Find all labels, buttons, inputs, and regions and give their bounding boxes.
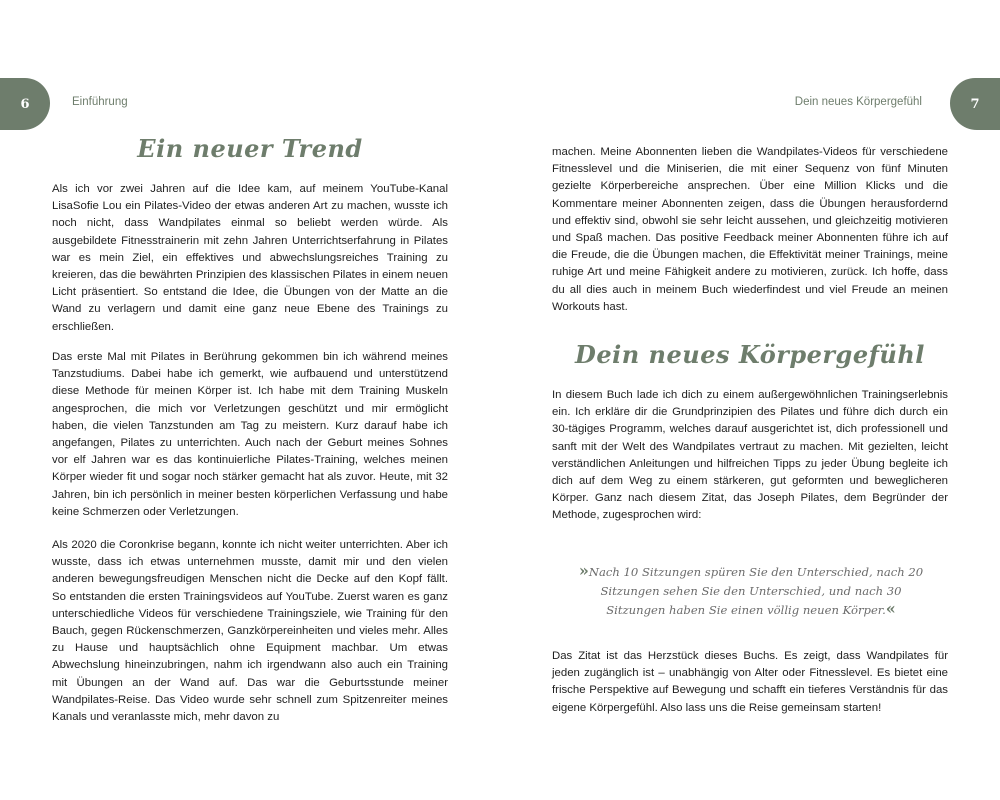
running-head: Einführung [72, 96, 128, 108]
paragraph: Das Zitat ist das Herzstück dieses Buchs. Es zeigt, dass Wandpilates für jeden zugänglich ist – unabhängig von Alter oder Fitnesslevel. Es bietet eine frische Perspektive auf Bewegung und schafft ein tieferes Verständnis für das eigene Körpergefühl. Also lass uns die Reise gemeinsam starten! [552, 650, 948, 714]
paragraph: Als ich vor zwei Jahren auf die Idee kam, auf meinem YouTube-Kanal LisaSofie Lou ein Pilates-Video der etwas anderen Art zu machen, wusste ich noch nicht, dass Wandpilates einmal so beliebt werden würde. Als ausgebildete Fitnesstrainerin mit zehn Jahren Unterrichtserfahrung in Pilates war es mein Ziel, ein effektives und abwechslungsreiches Training zu kreieren, das die bewährten Prinzipien des klassischen Pilates in einem neuen Licht präsentiert. So entstand die Idee, die Übungen von der Matte an die Wand zu verlagern und damit eine ganz neue Ebene des Trainings zu erschließen. [52, 183, 448, 333]
section-heading: Dein neues Körpergefühl [575, 340, 925, 369]
page-number: 6 [20, 96, 30, 112]
running-head: Dein neues Körpergefühl [794, 96, 922, 108]
paragraph: In diesem Buch lade ich dich zu einem außergewöhnlichen Trainingserlebnis ein. Ich erkläre dir die Grundprinzipien des Pilates und führe dich durch ein 30-tägiges Programm, welches darauf ausgerichtet ist, dich professionell und sanft mit der Welt des Wandpilates vertraut zu machen. Mit gezielten, leicht verständlichen Anleitungen und hilfreichen Tipps zu jeder Übung begleite ich dich auf dem Weg zu einem stärkeren, gut geformten und beweglicheren Körper. Ganz nach diesem Zitat, das Joseph Pilates, dem Begründer der Methode, zugesprochen wird: [552, 389, 948, 522]
pilates-quote [576, 562, 926, 620]
paragraph: Das erste Mal mit Pilates in Berührung gekommen bin ich während meines Tanzstudiums. Dabei habe ich gemerkt, wie aufbauend und unterstützend diese Methode für meinen Körper ist. Ich habe mit dem Training Muskeln angesprochen, die mich vor Verletzungen geschützt und mir ermöglicht haben, die vielen Tanzstunden am Tag zu meistern. Kurz darauf habe ich angefangen, Pilates zu unterrichten. Auch nach der Geburt meines Sohnes vor elf Jahren war es das kontinuierliche Pilates-Training, welches meinen Körper wieder fit und sogar noch stärker gemacht hat als zuvor. Heute, mit 32 Jahren, bin ich persönlich in meiner besten körperlichen Verfassung und habe keine Schmerzen oder Verletzungen. [52, 351, 448, 518]
page-number: 7 [970, 96, 980, 112]
quote-close-mark: « [885, 599, 896, 618]
section-heading: Ein neuer Trend [137, 134, 363, 163]
page-number-badge [0, 78, 50, 130]
right-page [500, 0, 1000, 800]
quote-open-mark: » [578, 561, 589, 580]
paragraph: machen. Meine Abonnenten lieben die Wandpilates-Videos für verschiedene Fitnesslevel und die Miniserien, die mit einer Sequenz von fünf Minuten gezielte Körperbereiche ansprechen. Über eine Million Klicks und die Kommentare meiner Abonnenten zeigen, dass die Übungen herausfordernd und effektiv sind, obwohl sie sehr leicht aussehen, und gleichzeitig motivieren und Spaß machen. Das positive Feedback meiner Abonnenten führe ich auf die Freude, die die Übungen machen, die Effektivität meiner Trainings, meine ruhige Art und meine Fähigkeit andere zu motivieren, zurück. Ich hoffe, dass du all dies auch in meinem Buch wiederfindest und viel Freude an meinen Workouts hast. [552, 146, 948, 313]
quote-text: Nach 10 Sitzungen spüren Sie den Unterschied, nach 20 Sitzungen sehen Sie den Unterschied, und nach 30 Sitzungen haben Sie einen völlig neuen Körper. [588, 565, 924, 617]
page-number-badge [950, 78, 1000, 130]
paragraph: Als 2020 die Coronkrise begann, konnte ich nicht weiter unterrichten. Aber ich wusste, dass ich etwas unternehmen musste, damit mir und den vielen anderen bewegungsfreudigen Menschen nicht die Decke auf den Kopf fällt. So entstanden die ersten Trainingsvideos auf YouTube. Zuerst waren es ganz unterschiedliche Videos für verschiedene Trainingsziele, wie Training für den Bauch, gegen Rückenschmerzen, Ganzkörpereinheiten und vieles mehr. Alles zu Hause und hauptsächlich ohne Equipment machbar. Um etwas Abwechslung hineinzubringen, nahm ich irgendwann also auch ein Training mit Übungen an der Wand auf. Das war die Geburtsstunde meiner Wandpilates-Reise. Das Video wurde sehr schnell zum Spitzenreiter meines Kanals und veranlasste mich, mehr davon zu [52, 539, 448, 724]
